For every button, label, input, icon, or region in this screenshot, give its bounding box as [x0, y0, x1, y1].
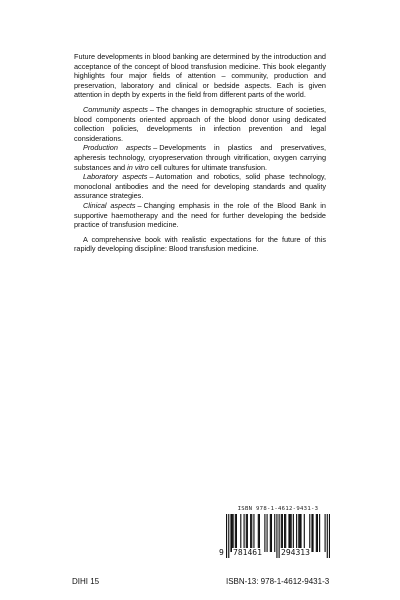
laboratory-aspects-text: Automation and robotics, solid phase technology, monoclonal antibodies and the need for developing standards and quality assurance strategies. — [74, 172, 327, 201]
barcode-bar — [246, 514, 247, 552]
barcode-bar — [247, 514, 248, 552]
barcode-bar — [258, 514, 259, 552]
barcode-bar — [240, 514, 241, 552]
barcode-bar — [319, 514, 320, 552]
barcode-digits — [219, 548, 330, 558]
barcode-bar — [282, 514, 283, 552]
clinical-aspects-heading: Clinical aspects — [83, 200, 136, 210]
blurb-text — [74, 52, 326, 254]
barcode-bar — [231, 514, 232, 552]
barcode-bar — [304, 514, 305, 552]
clinical-aspects-text: Changing emphasis in the role of the Blood Bank in supportive haemotherapy and the need for further developing the bedside practice of transfusion medicine. — [74, 200, 326, 230]
community-aspects-text: The changes in demographic structure of societies, blood components oriented approach of the blood donor using dedicated collection policies, developments in infection prevention and legal considerations. — [74, 104, 327, 143]
barcode-bar — [281, 514, 282, 552]
closing-paragraph: A comprehensive book with realistic expectations for the future of this rapidly developing discipline: Blood transfusion medicine. — [74, 234, 326, 254]
dash: – — [149, 104, 154, 114]
production-aspects-text: Developments in plastics and preservatives, apheresis technology, cryopreservation through vitrification, oxygen carrying substances and — [74, 143, 327, 172]
barcode-bar — [271, 514, 272, 552]
barcode-bar — [270, 514, 271, 552]
barcode-bar — [253, 514, 254, 552]
barcode-bar — [274, 514, 275, 552]
barcode-bar — [300, 514, 301, 552]
barcode-bar — [296, 514, 297, 552]
barcode-bar — [288, 514, 289, 552]
barcode-bar — [291, 514, 292, 552]
barcode-bar — [311, 514, 312, 552]
barcode-bar — [325, 514, 326, 552]
barcode-bar — [285, 514, 286, 552]
laboratory-aspects-heading: Laboratory aspects — [83, 172, 148, 182]
barcode-digits-right: 294313 — [281, 548, 310, 557]
barcode-digits-left: 781461 — [233, 548, 262, 557]
barcode-bar — [316, 514, 317, 552]
barcode-bar — [259, 514, 260, 552]
laboratory-aspects-paragraph — [74, 172, 326, 201]
barcode-bar — [298, 514, 299, 552]
barcode-bar — [284, 514, 285, 552]
barcode-bar — [312, 514, 313, 552]
barcode-isbn-label: ISBN 978-1-4612-9431-3 — [237, 506, 319, 512]
intro-paragraph: Future developments in blood banking are determined by the introduction and acceptance of the concept of blood transfusion medicine. This book elegantly highlights four major fields of attention – community, production and preservation, laboratory and clinical or bedside aspects. Each is given attention in depth by experts in the field from different parts of the world. — [74, 52, 326, 100]
barcode-bar — [289, 514, 290, 552]
barcode-bar — [251, 514, 252, 552]
production-aspects-paragraph — [74, 143, 326, 172]
footer-code: DIHI 15 — [72, 577, 100, 586]
barcode-digit-first: 9 — [219, 548, 224, 557]
barcode-bar — [299, 514, 300, 552]
dash: – — [153, 143, 158, 153]
production-aspects-text-end: cell cultures for ultimate transfusion. — [148, 162, 268, 172]
barcode-bar — [236, 514, 237, 552]
barcode-bar — [244, 514, 245, 552]
production-aspects-heading: Production aspects — [83, 143, 152, 153]
footer-isbn: ISBN-13: 978-1-4612-9431-3 — [226, 577, 330, 586]
clinical-aspects-paragraph — [74, 201, 326, 230]
barcode-bar — [267, 514, 268, 552]
community-aspects-paragraph — [74, 105, 326, 143]
community-aspects-heading: Community aspects — [83, 104, 148, 114]
barcode-bar — [250, 514, 251, 552]
barcode-bar — [230, 514, 231, 552]
barcode-bar — [233, 514, 234, 552]
barcode-bar — [309, 514, 310, 552]
barcode-bar — [235, 514, 236, 552]
barcode-bar — [293, 514, 294, 552]
isbn-barcode — [219, 506, 330, 558]
barcode-bar — [264, 514, 265, 552]
dash: – — [137, 200, 142, 210]
dash: – — [149, 172, 154, 182]
barcode-bar — [317, 514, 318, 552]
in-vitro-term: in vitro — [127, 162, 149, 172]
